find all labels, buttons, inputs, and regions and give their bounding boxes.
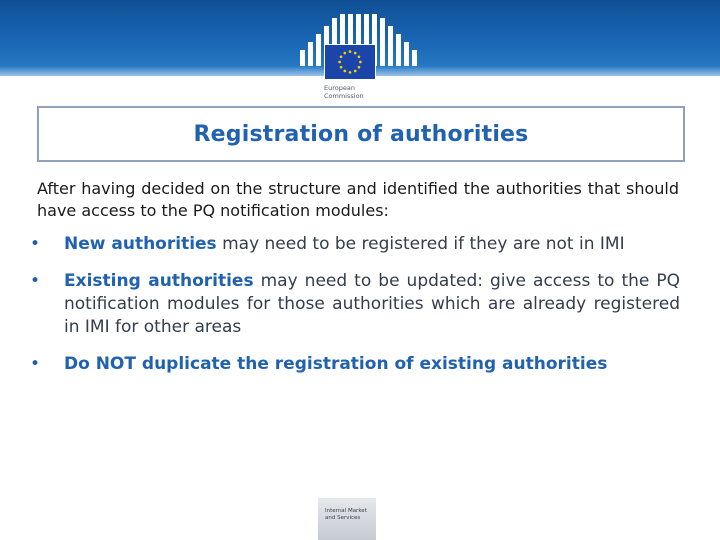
bullet-dot-icon: • xyxy=(30,271,41,291)
bullet-dot-icon: • xyxy=(30,354,41,374)
eu-flag-icon xyxy=(324,44,376,80)
european-commission-logo xyxy=(300,14,420,100)
footer-tab-text: Internal Market and Services xyxy=(325,508,367,521)
footer-dg-tab xyxy=(318,498,376,540)
title-box xyxy=(37,106,685,162)
logo-text: European Commission xyxy=(324,84,364,100)
bullet-text: may need to be updated: give access to the PQ notification modules for those authorities which are already registered in IMI for other areas xyxy=(64,271,680,337)
intro-text: After having decided on the structure and identified the authorities that should have access to the PQ notification modules: xyxy=(37,179,679,220)
bullet-item xyxy=(30,270,680,339)
bullet-strong-text: New authorities xyxy=(64,234,217,254)
bullet-strong-text: Existing authorities xyxy=(64,271,254,291)
bullet-text: Do NOT duplicate the registration of existing authorities xyxy=(64,354,608,374)
page-title: Registration of authorities xyxy=(193,121,529,147)
bullet-list xyxy=(30,233,680,390)
bullet-text: may need to be registered if they are not in IMI xyxy=(216,234,625,254)
bullet-item xyxy=(30,233,680,256)
bullet-item-warning xyxy=(30,353,680,376)
bullet-dot-icon: • xyxy=(30,234,41,254)
